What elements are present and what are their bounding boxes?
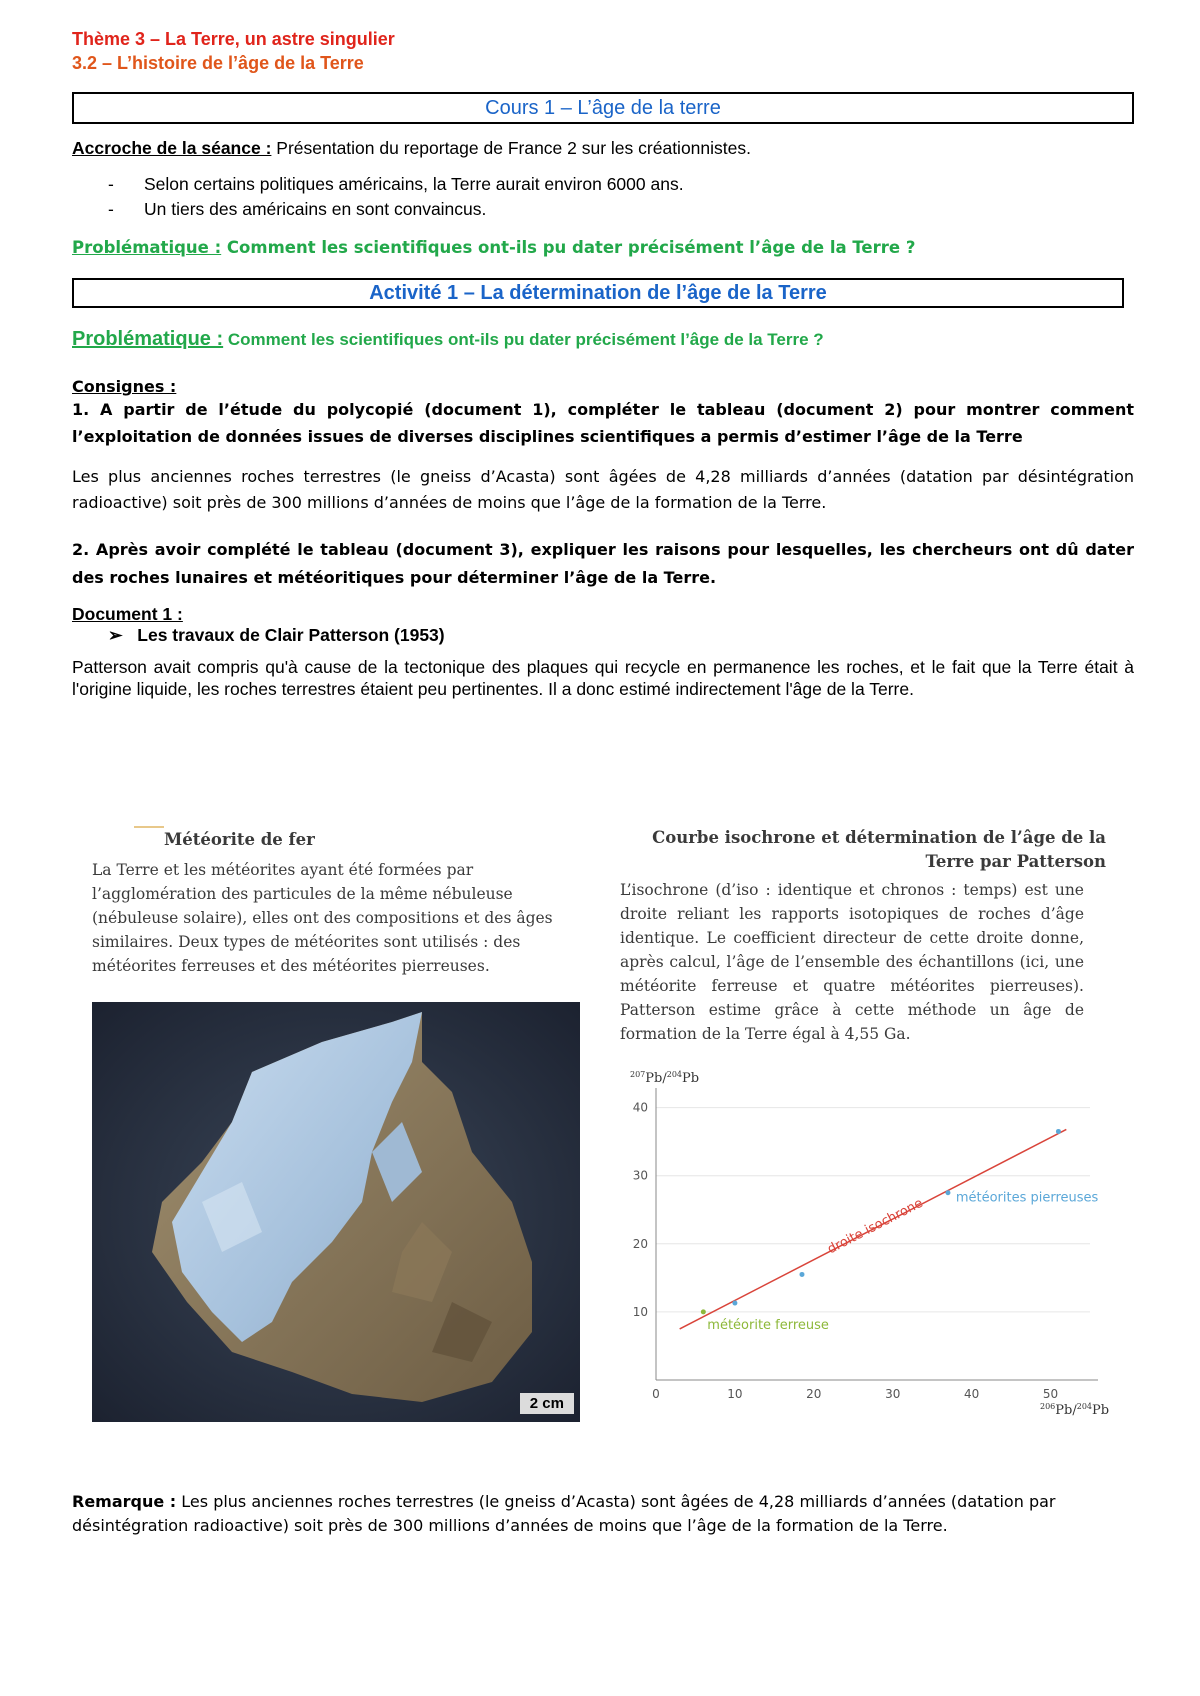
meteorite-title: Météorite de fer (164, 830, 315, 849)
isochrone-chart (620, 1064, 1120, 1424)
cours-title-box (72, 92, 1134, 124)
y-axis-label: $^{207}$Pb/$^{204}$Pb (630, 1070, 700, 1086)
x-tick-label: 10 (727, 1387, 743, 1401)
remarque-text: Les plus anciennes roches terrestres (le gneiss d’Acasta) sont âgées de 4,28 milliards d’années (datation par désintégration radioactive) soit près de 300 millions d’années de moins que l’âge de la formation de la Terre. (72, 1492, 1056, 1535)
cours-title: Cours 1 – L’âge de la terre (485, 97, 721, 119)
x-tick-label: 20 (806, 1387, 822, 1401)
isochrone-panel (620, 826, 1120, 1046)
meteorite-illustration (92, 1002, 580, 1422)
consigne-2: 2. Après avoir complété le tableau (document 3), expliquer les raisons pour lesquelles, les chercheurs ont dû dater des roches lunaires et météoritiques pour déterminer l’âge de la Terre. (72, 540, 1134, 587)
document1-bullet-text: Les travaux de Clair Patterson (1953) (137, 625, 445, 645)
isochrone-text: L’isochrone (d’iso : identique et chronos : temps) est une droite reliant les rapports isotopiques de roches d’âge identique. Le coefficient directeur de cette droite donne, après calcul, l’âge de l’ensemble des échantillons (ici, une météorite ferreuse et quatre météorites pierreuses). Patterson estime grâce à cette méthode un âge de formation de la Terre égal à 4,55 Ga. (620, 881, 1084, 1043)
theme-title: Thème 3 – La Terre, un astre singulier (72, 29, 395, 49)
ferreuse-point (701, 1309, 706, 1314)
list-item: - Selon certains politiques américains, la Terre aurait environ 6000 ans. (108, 174, 684, 194)
pierreuses-label: météorites pierreuses (955, 1190, 1099, 1206)
accroche-label: Accroche de la séance : (72, 138, 272, 158)
page (72, 28, 1134, 700)
accroche-line (72, 136, 1134, 160)
y-tick-label: 30 (632, 1168, 648, 1183)
pierreuse-point (732, 1301, 737, 1306)
x-tick-label: 40 (963, 1387, 980, 1401)
meteorite-panel (82, 826, 582, 1436)
x-tick-label: 0 (652, 1387, 660, 1401)
isochrone-label: droite isochrone (825, 1195, 926, 1258)
accroche-text: Présentation du reportage de France 2 sur les créationnistes. (271, 138, 751, 158)
document1-text: Patterson avait compris qu'à cause de la tectonique des plaques qui recycle en permanence les roches, et le fait que la Terre était à l'origine liquide, les roches terrestres étaient peu pertinentes. Il a donc estimé indirectement l'âge de la Terre. (72, 657, 1134, 699)
document1-figures (72, 826, 1134, 1446)
consignes-label: Consignes : (72, 377, 177, 396)
document1-bullet (72, 625, 1134, 646)
remarque (72, 1490, 1134, 1538)
chart-svg (620, 1064, 1120, 1424)
list-item: - Un tiers des américains en sont convaincus. (108, 199, 487, 219)
problematique-label: Problématique : (72, 238, 222, 257)
pierreuse-point (1056, 1129, 1061, 1134)
problematique-text: Comment les scientifiques ont-ils pu dater précisément l’âge de la Terre ? (223, 330, 824, 349)
problematique-text: Comment les scientifiques ont-ils pu dater précisément l’âge de la Terre ? (221, 238, 916, 257)
arrow-bullet-icon: ➢ (108, 625, 123, 645)
decorative-rule (134, 826, 164, 828)
list-item-text: Selon certains politiques américains, la Terre aurait environ 6000 ans. (144, 174, 684, 194)
activite-title-box (72, 278, 1124, 308)
y-tick-label: 40 (632, 1100, 648, 1115)
cours-problematique (72, 236, 1134, 260)
meteorite-text: La Terre et les météorites ayant été formées par l’agglomération des particules de la même nébuleuse (nébuleuse solaire), elles ont des compositions et des âges similaires. Deux types de météorites sont utilisés : des météorites ferreuses et des météorites pierreuses. (92, 861, 553, 975)
meteorite-photo (92, 1002, 580, 1422)
y-tick-label: 20 (632, 1236, 648, 1251)
subtheme-title: 3.2 – L’histoire de l’âge de la Terre (72, 53, 364, 73)
problematique-label: Problématique : (72, 328, 224, 350)
scale-label: 2 cm (520, 1393, 574, 1414)
remarque-label: Remarque : (72, 1492, 177, 1511)
pierreuse-point (945, 1190, 950, 1195)
pierreuse-point (799, 1272, 804, 1277)
x-tick-label: 30 (885, 1387, 901, 1401)
activite-problematique (72, 328, 1134, 351)
consigne-1: 1. A partir de l’étude du polycopié (document 1), compléter le tableau (document 2) pour montrer comment l’exploitation de données issues de diverses disciplines scientifiques a permis d’estimer l’âge de la Terre (72, 400, 1134, 446)
x-tick-label: 50 (1042, 1387, 1059, 1401)
paragraph-acasta: Les plus anciennes roches terrestres (le gneiss d’Acasta) sont âgées de 4,28 milliards d’années (datation par désintégration radioactive) soit près de 300 millions d’années de moins que l’âge de la formation de la Terre. (72, 467, 1134, 512)
ferreuse-label: météorite ferreuse (707, 1317, 829, 1333)
activite-title: Activité 1 – La détermination de l’âge de la Terre (369, 282, 827, 304)
y-tick-label: 10 (632, 1304, 648, 1319)
document1-label: Document 1 : (72, 604, 183, 624)
isochrone-title: Courbe isochrone et détermination de l’âge de la Terre par Patterson (652, 828, 1106, 871)
x-axis-label: $^{206}$Pb/$^{204}$Pb (1040, 1402, 1110, 1418)
accroche-list (72, 172, 1134, 222)
list-item-text: Un tiers des américains en sont convaincus. (144, 199, 487, 219)
